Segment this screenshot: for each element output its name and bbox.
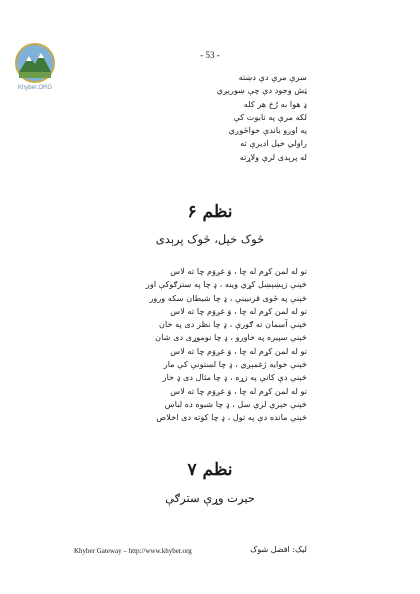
poem6-subtitle: څوک خپل، څوک پرېدی	[155, 232, 265, 246]
verse-line: څېنې مانده دې په تول ، ډ چا کوته دی اخلاص	[156, 412, 307, 423]
mountain-logo-icon	[14, 42, 56, 84]
poem7-subtitle: حیرت وړې سترګې	[165, 491, 255, 505]
verse-line: ټش وجود دې چې ښورېږي	[216, 85, 307, 96]
verse-line: څېنې دې کانې په زړه ، ډ چا مثال دی ډ خار	[162, 372, 307, 383]
verse-line: څېنې آسمان ته ګورې ، ډ چا نظر دی په خان	[158, 319, 307, 330]
verse-line: تو له لمن کړم له چا ، وَ غږوَم چا ته لاس	[170, 385, 307, 396]
poem7-title: نظم ۷	[187, 460, 233, 480]
verse-line: په اوږو باندې خواځوږي	[228, 125, 307, 136]
page-number: - 53 -	[200, 50, 220, 60]
logo-caption: Khyber.ORG	[17, 85, 52, 91]
poem6-title: نظم ۶	[187, 202, 233, 222]
verse-line: څېنې سپېره په خاورو ، ډ چا نوموړی دی شان	[155, 332, 307, 343]
verse-line: ډ هوا به رُخ هر کله	[243, 98, 307, 109]
verse-line: څېنې په ځوی قرنبینې ، ډ چا شیطان سکه ورور	[149, 292, 307, 303]
verse-line: تو له لمن کړم له چا ، وَ غږوَم چا ته لاس	[170, 305, 307, 316]
verse-line: راولي خپل ادیرې ته	[240, 138, 307, 149]
intro-stanza	[217, 71, 307, 164]
verse-line: لکه مرې په تابوت کې	[233, 111, 307, 122]
verse-line: څېنې خېرې لرې سل ، ډ چا شبوه ده لباس	[164, 398, 307, 409]
footer-source: Khyber Gateway – http://www.khyber.org	[74, 547, 192, 555]
verse-line: سرې مرې دې دښته	[238, 72, 307, 82]
verse-line: تو له لمن کړم له چا ، وَ غږوَم چا ته لاس	[170, 345, 307, 356]
verse-line: له پرېدی لرې ولاړته	[239, 151, 307, 162]
verse-line: څېنې خوایه ژغمېږي ، ډ چا لستونې کې مار	[163, 359, 307, 370]
verse-line: تو له لمن کړم له چا ، وَ غږوَم چا ته لاس	[170, 266, 307, 276]
poem6-body	[146, 265, 307, 425]
verse-line: څېنې زېښېښل کړي وینه ، ډ چا په سترګوکې اور	[145, 279, 307, 290]
footer-author: لیک: افضل شوک	[250, 545, 307, 554]
